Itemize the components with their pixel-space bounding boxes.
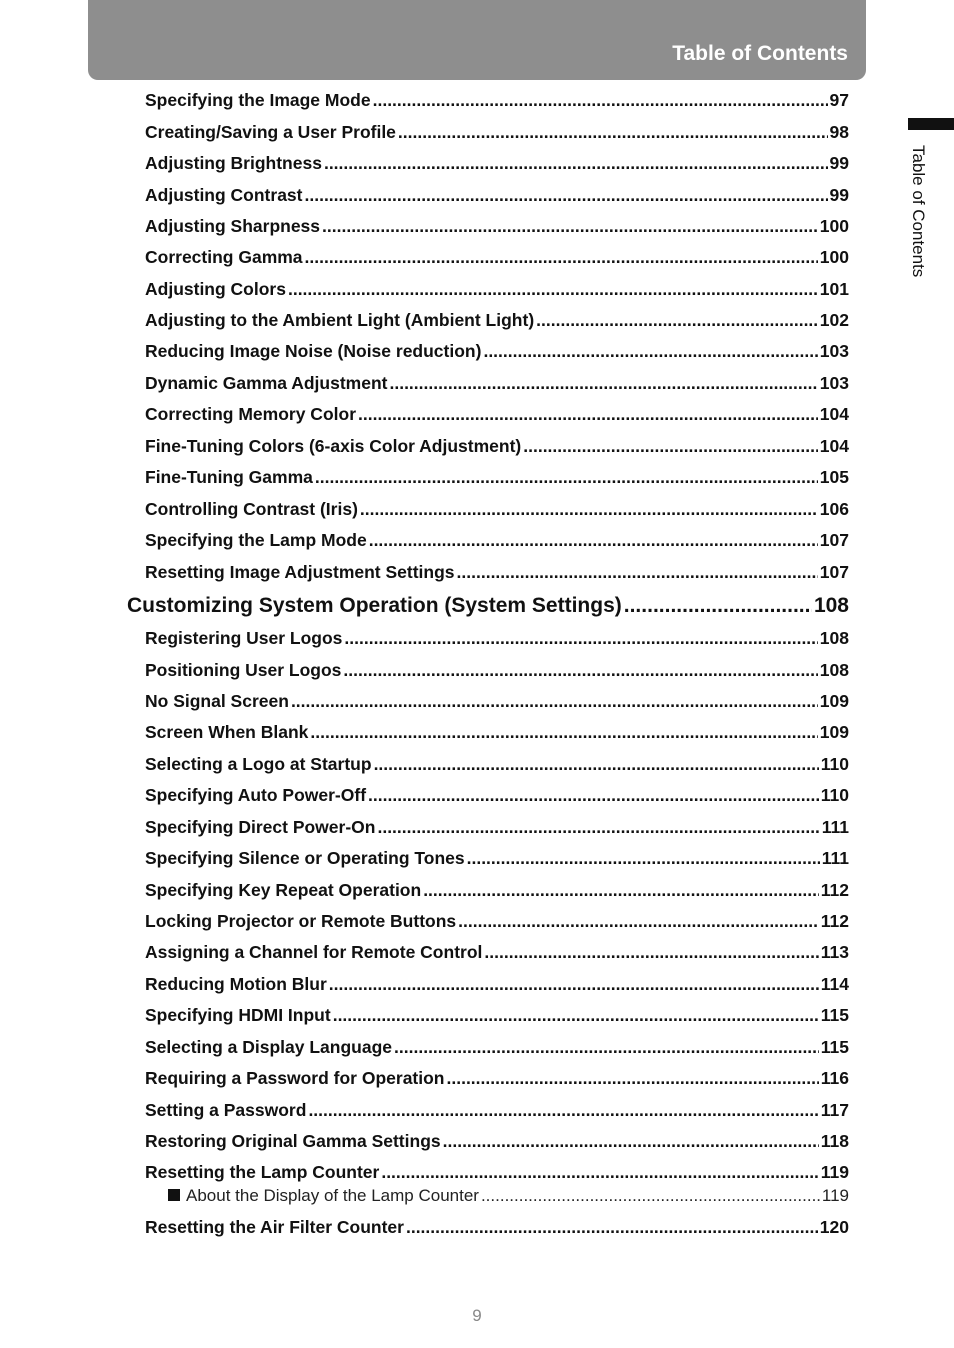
toc-page-number: 115 <box>820 1005 849 1025</box>
toc-page-number: 109 <box>819 722 849 742</box>
toc-page-number: 110 <box>820 754 849 774</box>
toc-page-number: 114 <box>820 974 849 994</box>
toc-entry-label: Setting a Password <box>145 1100 307 1120</box>
dot-leader <box>381 1162 818 1183</box>
toc-entry-label: Selecting a Display Language <box>145 1037 393 1057</box>
dot-leader <box>305 185 828 206</box>
toc-entry-label: Adjusting to the Ambient Light (Ambient Light) <box>145 310 535 330</box>
toc-entry[interactable] <box>145 942 849 963</box>
toc-entry[interactable] <box>145 628 849 649</box>
toc-entry-label: Specifying Auto Power-Off <box>145 785 367 805</box>
toc-entry-label: Registering User Logos <box>145 628 343 648</box>
toc-entry[interactable] <box>145 247 849 268</box>
toc-page-number: 103 <box>819 373 849 393</box>
toc-entry[interactable] <box>145 691 849 712</box>
dot-leader <box>333 1005 819 1026</box>
toc-page-number: 100 <box>819 247 849 267</box>
toc-page-number: 112 <box>820 880 849 900</box>
toc-entry-label: Customizing System Operation (System Settings) <box>127 594 622 617</box>
dot-leader <box>322 216 818 237</box>
toc-page-number: 104 <box>819 404 849 424</box>
toc-page-number: 107 <box>819 562 849 582</box>
toc-page-number: 97 <box>829 90 849 110</box>
dot-leader <box>377 817 819 838</box>
toc-entry-label: Adjusting Contrast <box>145 185 303 205</box>
toc-entry[interactable] <box>145 562 849 583</box>
toc-page-number: 110 <box>820 785 849 805</box>
toc-entry-label: Adjusting Brightness <box>145 153 322 173</box>
toc-page-number: 103 <box>819 341 849 361</box>
toc-entry[interactable] <box>145 373 849 394</box>
dot-leader <box>483 341 817 362</box>
toc-entry-label: Reducing Motion Blur <box>145 974 327 994</box>
toc-page-number: 105 <box>819 467 849 487</box>
toc-entry[interactable] <box>145 279 849 300</box>
toc-entry-label: Specifying the Lamp Mode <box>145 530 367 550</box>
dot-leader <box>324 153 828 174</box>
dot-leader <box>369 530 818 551</box>
toc-entry[interactable] <box>145 848 849 869</box>
dot-leader <box>305 247 818 268</box>
dot-leader <box>443 1131 819 1152</box>
toc-page-number: 116 <box>820 1068 849 1088</box>
dot-leader <box>423 880 819 901</box>
toc-page-number: 111 <box>821 817 849 837</box>
toc-entry-label: Assigning a Channel for Remote Control <box>145 942 483 962</box>
toc-entry-label: Correcting Memory Color <box>145 404 356 424</box>
toc-entry[interactable] <box>145 153 849 174</box>
toc-entry-label: Resetting Image Adjustment Settings <box>145 562 455 582</box>
dot-leader <box>398 122 828 143</box>
toc-entry-label: Specifying Silence or Operating Tones <box>145 848 465 868</box>
dot-leader <box>310 722 817 743</box>
toc-entry-label: Restoring Original Gamma Settings <box>145 1131 441 1151</box>
side-tab-label: Table of Contents <box>909 145 928 278</box>
dot-leader <box>343 660 817 681</box>
dot-leader <box>481 1186 820 1206</box>
dot-leader <box>406 1217 818 1238</box>
toc-page-number: 115 <box>820 1037 849 1057</box>
dot-leader <box>447 1068 819 1089</box>
dot-leader <box>389 373 817 394</box>
toc-entry[interactable] <box>145 185 849 206</box>
dot-leader <box>358 404 818 425</box>
toc-page-number: 113 <box>820 942 849 962</box>
toc-entry[interactable] <box>145 404 849 425</box>
toc-entry-label: Selecting a Logo at Startup <box>145 754 372 774</box>
header-title: Table of Contents <box>672 42 848 65</box>
toc-entry[interactable] <box>145 1131 849 1152</box>
toc-entry[interactable] <box>145 817 849 838</box>
dot-leader <box>624 594 812 618</box>
toc-entry-label: Adjusting Sharpness <box>145 216 321 236</box>
toc-entry[interactable] <box>145 1005 849 1026</box>
toc-page-number: 101 <box>819 279 849 299</box>
toc-page-number: 102 <box>819 310 849 330</box>
page-header <box>88 0 866 80</box>
toc-entry-label: Reducing Image Noise (Noise reduction) <box>145 341 482 361</box>
toc-entry-label: Locking Projector or Remote Buttons <box>145 911 457 931</box>
square-bullet-icon <box>168 1189 180 1201</box>
dot-leader <box>360 499 818 520</box>
dot-leader <box>523 436 818 457</box>
toc-entry[interactable] <box>145 341 849 362</box>
toc-page-number: 104 <box>819 436 849 456</box>
dot-leader <box>457 562 818 583</box>
toc-entry-label: Dynamic Gamma Adjustment <box>145 373 388 393</box>
toc-page-number: 107 <box>819 530 849 550</box>
dot-leader <box>484 942 818 963</box>
dot-leader <box>458 911 819 932</box>
toc-entry[interactable] <box>145 1217 849 1238</box>
toc-entry-label: Resetting the Air Filter Counter <box>145 1217 404 1237</box>
dot-leader <box>329 974 819 995</box>
toc-page-number: 112 <box>820 911 849 931</box>
toc-entry[interactable] <box>145 1037 849 1058</box>
toc-page-number: 119 <box>821 1186 849 1205</box>
dot-leader <box>374 754 819 775</box>
toc-entry[interactable] <box>145 530 849 551</box>
toc-entry[interactable] <box>145 90 849 111</box>
toc-entry-label: Specifying Direct Power-On <box>145 817 376 837</box>
toc-section-entry[interactable] <box>127 594 849 618</box>
toc-page-number: 108 <box>819 660 849 680</box>
toc-entry[interactable] <box>145 911 849 932</box>
toc-entry-label: Screen When Blank <box>145 722 309 742</box>
toc-entry[interactable] <box>145 785 849 806</box>
toc-entry[interactable] <box>145 436 849 457</box>
toc-entry-label: Requiring a Password for Operation <box>145 1068 445 1088</box>
toc-entry[interactable] <box>145 1162 849 1183</box>
toc-entry[interactable] <box>145 1100 849 1121</box>
toc-entry-label: Positioning User Logos <box>145 660 342 680</box>
toc-entry-label: Fine-Tuning Colors (6-axis Color Adjustment) <box>145 436 522 456</box>
toc-entry-label <box>168 1186 479 1206</box>
toc-entry-label: Specifying HDMI Input <box>145 1005 331 1025</box>
dot-leader <box>344 628 817 649</box>
dot-leader <box>368 785 819 806</box>
toc-entry-label: Specifying Key Repeat Operation <box>145 880 422 900</box>
toc-page-number: 117 <box>820 1100 849 1120</box>
toc-entry-label: Fine-Tuning Gamma <box>145 467 313 487</box>
toc-page-number: 98 <box>829 122 849 142</box>
toc-entry[interactable] <box>145 754 849 775</box>
dot-leader <box>394 1037 819 1058</box>
toc-entry-label: No Signal Screen <box>145 691 289 711</box>
toc-page-number: 100 <box>819 216 849 236</box>
toc-entry[interactable] <box>145 1068 849 1089</box>
dot-leader <box>308 1100 818 1121</box>
toc-entry-label: Adjusting Colors <box>145 279 286 299</box>
toc-entry[interactable] <box>145 974 849 995</box>
toc-page-number: 108 <box>813 594 849 617</box>
toc-entry[interactable] <box>145 660 849 681</box>
toc-entry[interactable] <box>145 216 849 237</box>
toc-entry-label: Correcting Gamma <box>145 247 303 267</box>
toc-entry[interactable] <box>145 499 849 520</box>
dot-leader <box>373 90 828 111</box>
toc-page-number: 108 <box>819 628 849 648</box>
toc-entry-label: Controlling Contrast (Iris) <box>145 499 358 519</box>
toc-entry-text: About the Display of the Lamp Counter <box>186 1186 479 1205</box>
toc-page-number: 99 <box>829 185 849 205</box>
toc-page-number: 109 <box>819 691 849 711</box>
toc-entry-label: Resetting the Lamp Counter <box>145 1162 380 1182</box>
side-tab-marker <box>908 118 954 130</box>
toc-page-number: 111 <box>821 848 849 868</box>
toc-entry[interactable] <box>145 880 849 901</box>
dot-leader <box>315 467 818 488</box>
toc-entry-label: Creating/Saving a User Profile <box>145 122 396 142</box>
dot-leader <box>288 279 818 300</box>
dot-leader <box>467 848 820 869</box>
toc-entry-label: Specifying the Image Mode <box>145 90 371 110</box>
toc-page-number: 99 <box>829 153 849 173</box>
toc-page-number: 120 <box>819 1217 849 1237</box>
toc-page-number: 106 <box>819 499 849 519</box>
dot-leader <box>291 691 818 712</box>
toc-subentry[interactable] <box>168 1186 849 1206</box>
page-number: 9 <box>472 1306 482 1325</box>
toc-entry[interactable] <box>145 722 849 743</box>
toc-page-number: 119 <box>820 1162 849 1182</box>
toc-entry[interactable] <box>145 122 849 143</box>
toc-page-number: 118 <box>820 1131 849 1151</box>
dot-leader <box>536 310 818 331</box>
toc-entry[interactable] <box>145 310 849 331</box>
toc-entry[interactable] <box>145 467 849 488</box>
